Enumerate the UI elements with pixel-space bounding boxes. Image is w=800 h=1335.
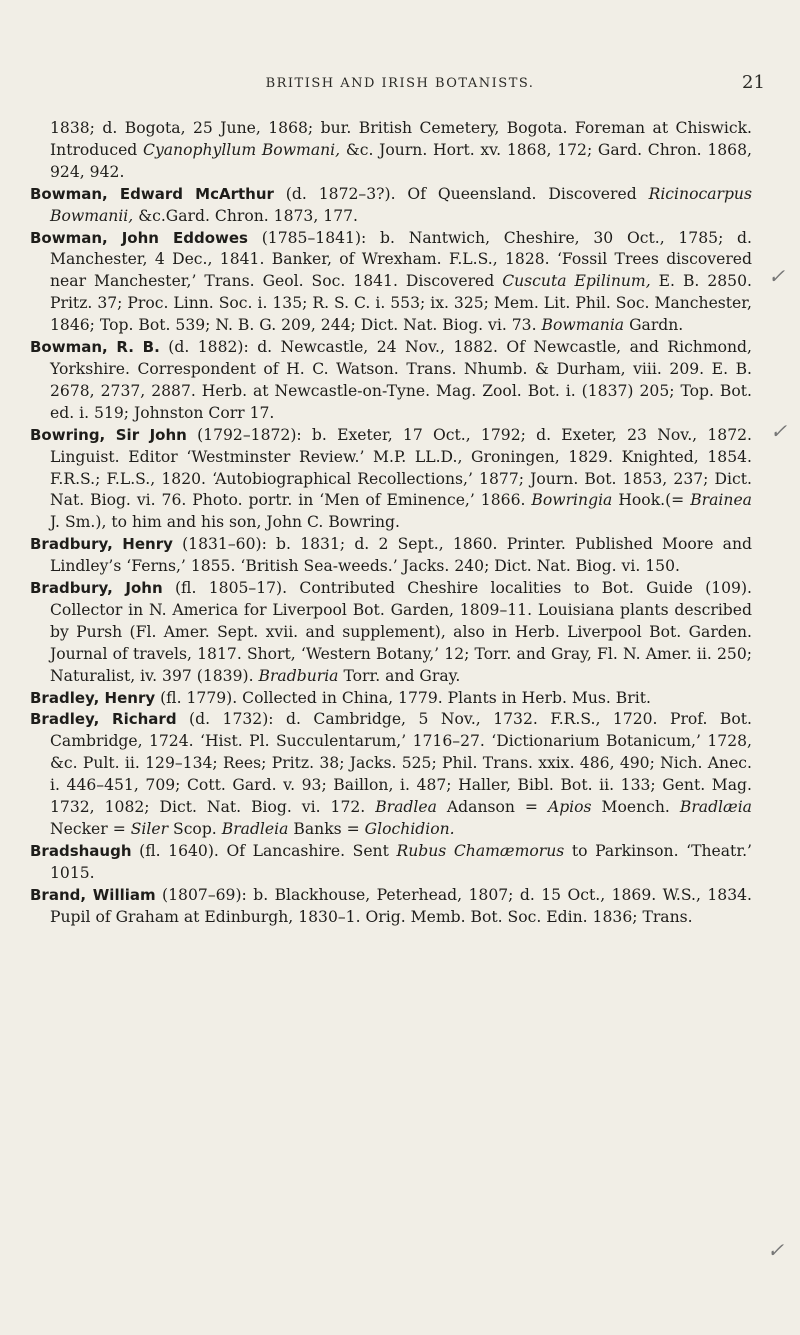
entry-name: Bowman, R. B.	[30, 338, 160, 357]
entry-name: Bowman, John Eddowes	[30, 228, 248, 247]
dictionary-entry	[30, 841, 752, 885]
entry-text: Scop.	[168, 820, 222, 838]
taxon-name: Bradlea	[375, 798, 437, 817]
entry-text: E. B. 2850. Pritz. 37; Proc. Linn. Soc. i. 135; R. S. C. i. 553; ix. 325; Mem. Lit. Phil. Soc. Manchester, 1846; Top. Bot. 539; N. B. G. 209, 244; Dict. Nat. Biog. vi. 73.	[50, 272, 752, 335]
taxon-name: Siler	[130, 820, 169, 838]
running-header: BRITISH AND IRISH BOTANISTS.	[265, 76, 535, 91]
entry-text: 1838; d. Bogota, 25 June, 1868; bur. British Cemetery, Bogota. Foreman at Chiswick. Introduced	[50, 119, 752, 159]
entry-text: (1785–1841): b. Nantwich, Cheshire, 30 Oct., 1785; d. Manchester, 4 Dec., 1841. Banker, of Wrexham. F.L.S., 1828. ‘Fossil Trees discovered near Manchester,’ Trans. Geol. Soc. 1841. Discovered	[50, 228, 752, 291]
entry-text: &c. Journ. Hort. xv. 1868, 172; Gard. Chron. 1868, 924, 942.	[50, 140, 752, 181]
entry-text: (1807–69): b. Blackhouse, Peterhead, 1807; d. 15 Oct., 1869. W.S., 1834. Pupil of Graham at Edinburgh, 1830–1. Orig. Memb. Bot. Soc. Edin. 1836; Trans.	[50, 885, 752, 926]
dictionary-entry	[30, 228, 752, 338]
margin-check-mark: ✓	[768, 419, 792, 443]
entry-list	[30, 118, 752, 929]
dictionary-entry	[30, 709, 752, 840]
entry-name: Bradshaugh	[30, 841, 132, 860]
entry-text: (d. 1872–3?). Of Queensland. Discovered	[273, 184, 649, 203]
entry-text: Banks =	[288, 820, 365, 838]
taxon-name: Cyanophyllum Bowmani,	[143, 140, 341, 159]
entry-text: (fl. 1805–17). Contributed Cheshire localities to Bot. Guide (109). Collector in N. America for Liverpool Bot. Garden, 1809–11. Louisiana plants described by Pursh (Fl. Amer. Sept. xvii. and supplement), also in Herb. Liverpool Bot. Garden. Journal of travels, 1817. Short, ‘Western Botany,’ 12; Torr. and Gray, Fl. N. Amer. ii. 250; Naturalist, iv. 397 (1839).	[50, 579, 753, 685]
taxon-name: Bradlæia	[679, 798, 752, 817]
entry-text: Torr. and Gray.	[338, 666, 461, 685]
entry-text: Moench.	[591, 798, 680, 817]
dictionary-entry	[30, 534, 752, 578]
page-number: 21	[742, 72, 765, 93]
taxon-name: Bradleia	[221, 820, 289, 838]
dictionary-entry	[30, 337, 752, 425]
dictionary-entry	[30, 184, 752, 228]
entry-text: J. Sm.), to him and his son, John C. Bowring.	[50, 513, 400, 532]
entry-text: (1831–60): b. 1831; d. 2 Sept., 1860. Printer. Published Moore and Lindley’s ‘Ferns,’ 1855. ‘British Sea-weeds.’ Jacks. 240; Dict. Nat. Biog. vi. 150.	[50, 535, 752, 576]
entry-text: (d. 1732): d. Cambridge, 5 Nov., 1732. F.R.S., 1720. Prof. Bot. Cambridge, 1724. ‘Hist. Pl. Succulentarum,’ 1716–27. ‘Dictionarium Botanicum,’ 1728, &c. Pult. ii. 129–134; Rees; Pritz. 38; Jacks. 525; Phil. Trans. xxix. 486, 490; Nich. Anec. i. 446–451, 709; Cott. Gard. v. 93; Baillon, i. 487; Haller, Bibl. Bot. ii. 133; Gent. Mag. 1732, 1082; Dict. Nat. Biog. vi. 172.	[50, 710, 753, 817]
entry-text: to Parkinson. ‘Theatr.’ 1015.	[50, 841, 752, 882]
entry-text: (fl. 1640). Of Lancashire. Sent	[131, 841, 397, 860]
taxon-name: Ricinocarpus Bowmanii,	[50, 184, 752, 225]
taxon-name: Cuscuta Epilinum,	[502, 272, 651, 291]
entry-text: Hook.(=	[612, 491, 691, 510]
taxon-name: Apios	[547, 798, 592, 817]
entry-name: Brand, William	[30, 885, 156, 904]
entry-name: Bradley, Henry	[30, 688, 156, 707]
entry-name: Bowring, Sir John	[30, 425, 187, 444]
taxon-name: Brainea	[690, 491, 752, 510]
taxon-name: Bowringia	[531, 491, 613, 510]
taxon-name: Bradburia	[258, 666, 339, 685]
entry-text: (fl. 1779). Collected in China, 1779. Plants in Herb. Mus. Brit.	[155, 688, 651, 707]
taxon-name: Bowmania	[541, 316, 625, 335]
entry-name: Bradley, Richard	[30, 710, 177, 729]
entry-text: (1792–1872): b. Exeter, 17 Oct., 1792; d. Exeter, 23 Nov., 1872. Linguist. Editor ‘Westminster Review.’ M.P. LL.D., Groningen, 1829. Knighted, 1854. F.R.S.; F.L.S., 1820. ‘Autobiographical Recollections,’ 1877; Journ. Bot. 1853, 237; Dict. Nat. Biog. vi. 76. Photo. portr. in ‘Men of Eminence,’ 1866.	[50, 425, 752, 510]
entry-name: Bowman, Edward McArthur	[30, 184, 274, 203]
taxon-name: Rubus Chamæmorus	[396, 841, 565, 860]
dictionary-entry	[30, 425, 752, 535]
entry-text: Adanson =	[436, 798, 548, 817]
entry-text: &c.Gard. Chron. 1873, 177.	[133, 206, 358, 225]
entry-text: Gardn.	[624, 316, 684, 335]
margin-check-mark: ✓	[766, 264, 790, 288]
margin-check-mark: ✓	[765, 1238, 789, 1262]
taxon-name: Glochidion.	[364, 820, 455, 838]
dictionary-entry	[30, 578, 752, 688]
dictionary-entry	[30, 885, 752, 929]
entry-text: (d. 1882): d. Newcastle, 24 Nov., 1882. Of Newcastle, and Richmond, Yorkshire. Correspondent of H. C. Watson. Trans. Nhumb. & Durham, viii. 209. E. B. 2678, 2737, 2887. Herb. at Newcastle-on-Tyne. Mag. Zool. Bot. i. (1837) 205; Top. Bot. ed. i. 519; Johnston Corr 17.	[50, 338, 753, 422]
entry-text: Necker =	[50, 820, 131, 838]
entry-name: Bradbury, Henry	[30, 535, 173, 554]
dictionary-entry	[30, 118, 752, 184]
dictionary-entry	[30, 688, 752, 710]
entry-name: Bradbury, John	[30, 579, 163, 598]
